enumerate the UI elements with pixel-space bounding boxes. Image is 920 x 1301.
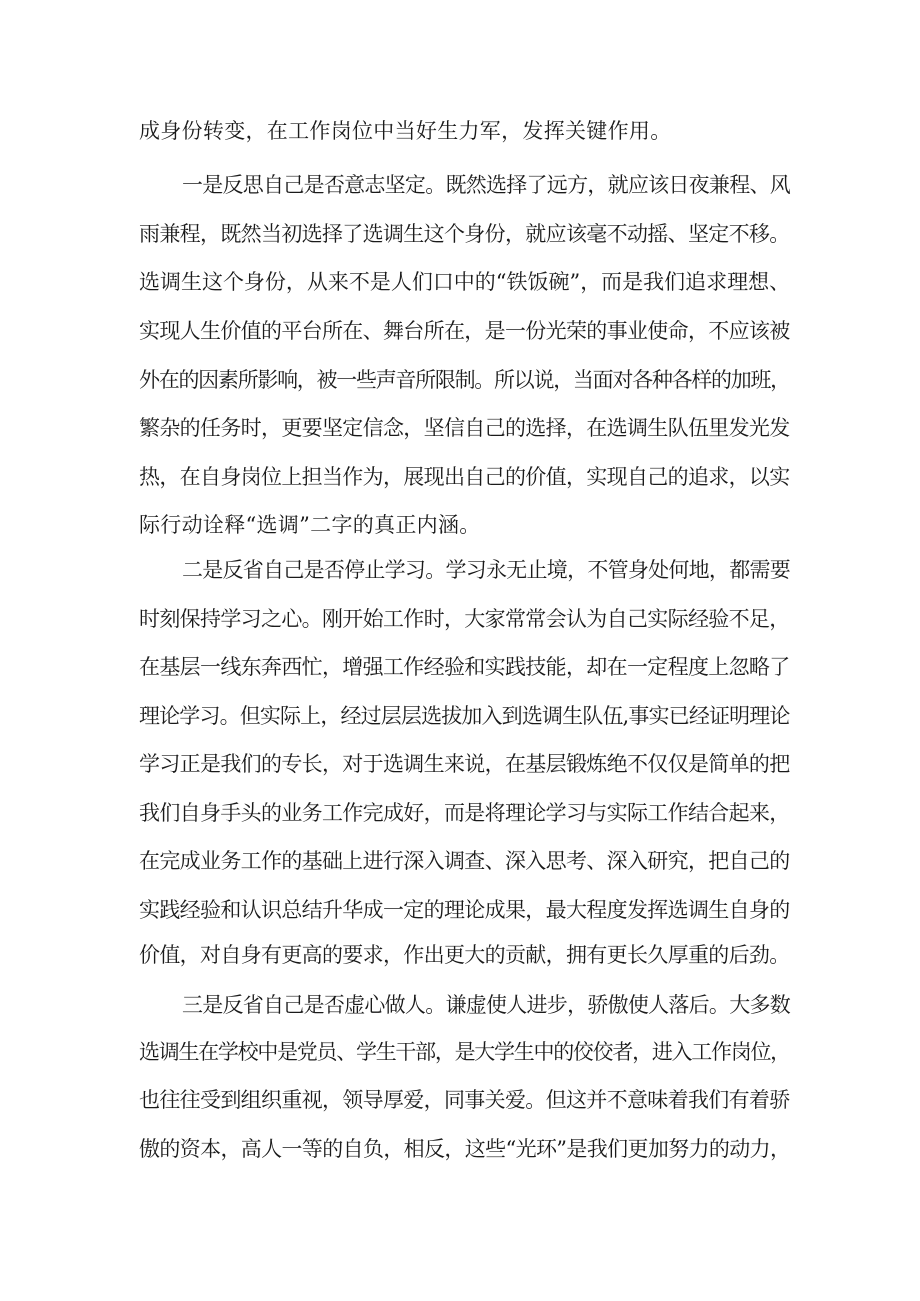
paragraph-first-line: 二是反省自己是否停止学习。学习永无止境，不管身处何地，都需要: [182, 558, 790, 582]
text-line: 选调生这个身份，从来不是人们口中的“铁饭碗”，而是我们追求理想、: [139, 270, 791, 294]
paragraph-first-line: 一是反思自己是否意志坚定。既然选择了远方，就应该日夜兼程、风: [182, 173, 790, 197]
text-line: 雨兼程，既然当初选择了选调生这个身份，就应该毫不动摇、坚定不移。: [139, 222, 790, 246]
text-line: 繁杂的任务时，更要坚定信念，坚信自己的选择，在选调生队伍里发光发: [139, 416, 790, 440]
text-line: 傲的资本，高人一等的自负，相反，这些“光环”是我们更加努力的动力，: [139, 1137, 791, 1161]
text-line: 实现人生价值的平台所在、舞台所在，是一份光荣的事业使命，不应该被: [139, 319, 790, 343]
text-line: 学习正是我们的专长，对于选调生来说，在基层锻炼绝不仅仅是简单的把: [139, 752, 790, 776]
text-line: 在完成业务工作的基础上进行深入调查、深入思考、深入研究，把自己的: [139, 849, 790, 873]
text-line: 选调生在学校中是党员、学生干部，是大学生中的佼佼者，进入工作岗位，: [139, 1040, 790, 1064]
text-line: 理论学习。但实际上，经过层层选拔加入到选调生队伍,事实已经证明理论: [139, 704, 790, 728]
text-line: 在基层一线东奔西忙，增强工作经验和实践技能，却在一定程度上忽略了: [139, 655, 790, 679]
paragraph-first-line: 三是反省自己是否虚心做人。谦虚使人进步，骄傲使人落后。大多数: [182, 993, 790, 1017]
text-line: 也往往受到组织重视，领导厚爱，同事关爱。但这并不意味着我们有着骄: [139, 1088, 790, 1112]
text-line: 价值，对自身有更高的要求，作出更大的贡献，拥有更长久厚重的后劲。: [139, 943, 790, 967]
text-line: 热，在自身岗位上担当作为，展现出自己的价值，实现自己的追求，以实: [139, 465, 790, 489]
text-line: 外在的因素所影响，被一些声音所限制。所以说，当面对各种各样的加班，: [139, 368, 790, 392]
text-line: 我们自身手头的业务工作完成好，而是将理论学习与实际工作结合起来，: [139, 801, 790, 825]
text-line: 时刻保持学习之心。刚开始工作时，大家常常会认为自己实际经验不足，: [139, 607, 790, 631]
text-line: 际行动诠释“选调”二字的真正内涵。: [139, 513, 481, 537]
text-line: 成身份转变，在工作岗位中当好生力军，发挥关键作用。: [139, 119, 672, 143]
text-line: 实践经验和认识总结升华成一定的理论成果，最大程度发挥选调生自身的: [139, 898, 790, 922]
